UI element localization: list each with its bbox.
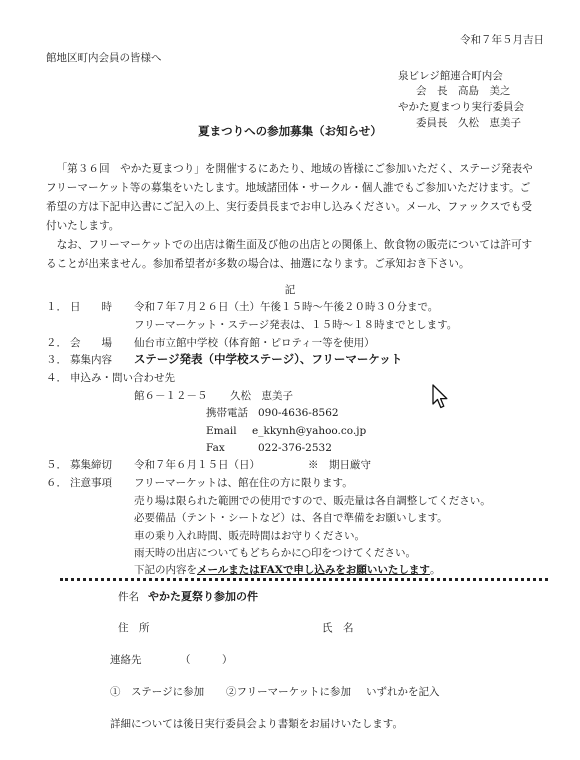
fax-label: Fax bbox=[206, 442, 225, 454]
form-contact-paren: （ ） bbox=[180, 654, 233, 666]
event-venue: 仙台市立館中学校（体育館・ピロティ一等を使用） bbox=[134, 337, 375, 349]
issue-date: 令和７年５月吉日 bbox=[460, 34, 544, 46]
email-address[interactable]: e_kkynh@yahoo.co.jp bbox=[252, 425, 367, 437]
event-content: ステージ発表（中学校ステージ）、フリーマーケット bbox=[134, 352, 403, 366]
note-line-last bbox=[134, 564, 440, 577]
item-label: 募集締切 bbox=[70, 459, 112, 471]
contact-name: 久松 恵美子 bbox=[230, 390, 293, 402]
form-subject-label: 件名 bbox=[118, 591, 139, 603]
addressee: 館地区町内会員の皆様へ bbox=[46, 52, 162, 64]
sender-committee-chair: 委員長 久松 恵美子 bbox=[416, 117, 521, 129]
page-title: 夏まつりへの参加募集（お知らせ） bbox=[198, 124, 382, 138]
item-number: １． bbox=[46, 301, 67, 313]
note-prefix: 下記の内容を bbox=[134, 564, 197, 576]
form-option-market: ②フリーマーケットに参加 bbox=[226, 686, 352, 698]
sender-committee: やかた夏まつり実行委員会 bbox=[398, 101, 524, 113]
deadline-note: ※ 期日厳守 bbox=[308, 459, 371, 471]
item-label: 会 場 bbox=[70, 337, 112, 349]
event-date: 令和７年７月２６日（土）午後１５時～午後２０時３０分まで。 bbox=[134, 301, 439, 313]
item-number: ６． bbox=[46, 477, 67, 489]
item-label: 注意事項 bbox=[70, 477, 112, 489]
contact-address: 館６－１２－５ bbox=[134, 390, 208, 402]
note-line: フリーマーケットは、館在住の方に限ります。 bbox=[134, 477, 353, 489]
form-subject-value: やかた夏祭り参加の件 bbox=[148, 590, 258, 603]
intro-paragraph: なお、フリーマーケットでの出店は衛生面及び他の出店との関係上、飲食物の販売については許可することが出来ません。参加希望者が多数の場合は、抽選になります。ご承知おき下さい。 bbox=[46, 239, 533, 270]
sender-chair: 会 長 高島 美之 bbox=[416, 85, 511, 97]
mouse-cursor-icon bbox=[432, 384, 450, 410]
email-label: Email bbox=[206, 425, 237, 437]
sender-org: 泉ビレジ館連合町内会 bbox=[398, 70, 503, 82]
form-contact-label: 連絡先 bbox=[110, 654, 142, 666]
item-label: 日 時 bbox=[70, 301, 112, 313]
fax-number: 022-376-2532 bbox=[258, 442, 332, 454]
intro-paragraph: 「第３６回 やかた夏まつり」を開催するにあたり、地域の皆様にご参加いただく、ステージ発表やフリーマーケット等の募集をいたします。地域諸団体・サークル・個人誰でもご参加いただけます。ご希望の方は下記申込書にご記入の上、実行委員長までお申し込みください。メール、ファックスでも受付いたします。 bbox=[46, 163, 533, 232]
event-time-note: フリーマーケット・ステージ発表は、１５時～１８時までとします。 bbox=[134, 319, 458, 331]
note-line: 雨天時の出店についてもどちらかに○印をつけてください。 bbox=[134, 547, 416, 559]
form-footer: 詳細については後日実行委員会より書類をお届けいたします。 bbox=[110, 718, 403, 730]
form-option-stage: ① ステージに参加 bbox=[110, 686, 205, 698]
note-line: 車の乗り入れ時間、販売時間はお守りください。 bbox=[134, 530, 365, 542]
item-number: ３． bbox=[46, 354, 67, 366]
form-option-note: いずれかを記入 bbox=[366, 686, 440, 698]
cut-line bbox=[60, 578, 548, 581]
phone-label: 携帯電話 bbox=[206, 407, 248, 419]
ki-heading: 記 bbox=[284, 284, 296, 296]
item-label: 募集内容 bbox=[70, 354, 112, 366]
item-number: ２． bbox=[46, 337, 67, 349]
note-suffix: 。 bbox=[429, 564, 441, 576]
note-line: 売り場は限られた範囲での使用ですので、販売量は各自調整してください。 bbox=[134, 495, 491, 507]
phone-number: 090-4636-8562 bbox=[258, 407, 339, 419]
note-underlined: メールまたはFAXで申し込みをお願いいたします bbox=[197, 564, 430, 576]
item-number: ５． bbox=[46, 459, 67, 471]
form-name-label: 氏 名 bbox=[322, 622, 354, 634]
note-line: 必要備品（テント・シートなど）は、各自で準備をお願いします。 bbox=[134, 512, 448, 524]
deadline-date: 令和７年６月１５日（日） bbox=[134, 459, 260, 471]
form-address-label: 住 所 bbox=[118, 622, 150, 634]
item-label: 申込み・問い合わせ先 bbox=[70, 372, 175, 384]
item-number: ４． bbox=[46, 372, 67, 384]
